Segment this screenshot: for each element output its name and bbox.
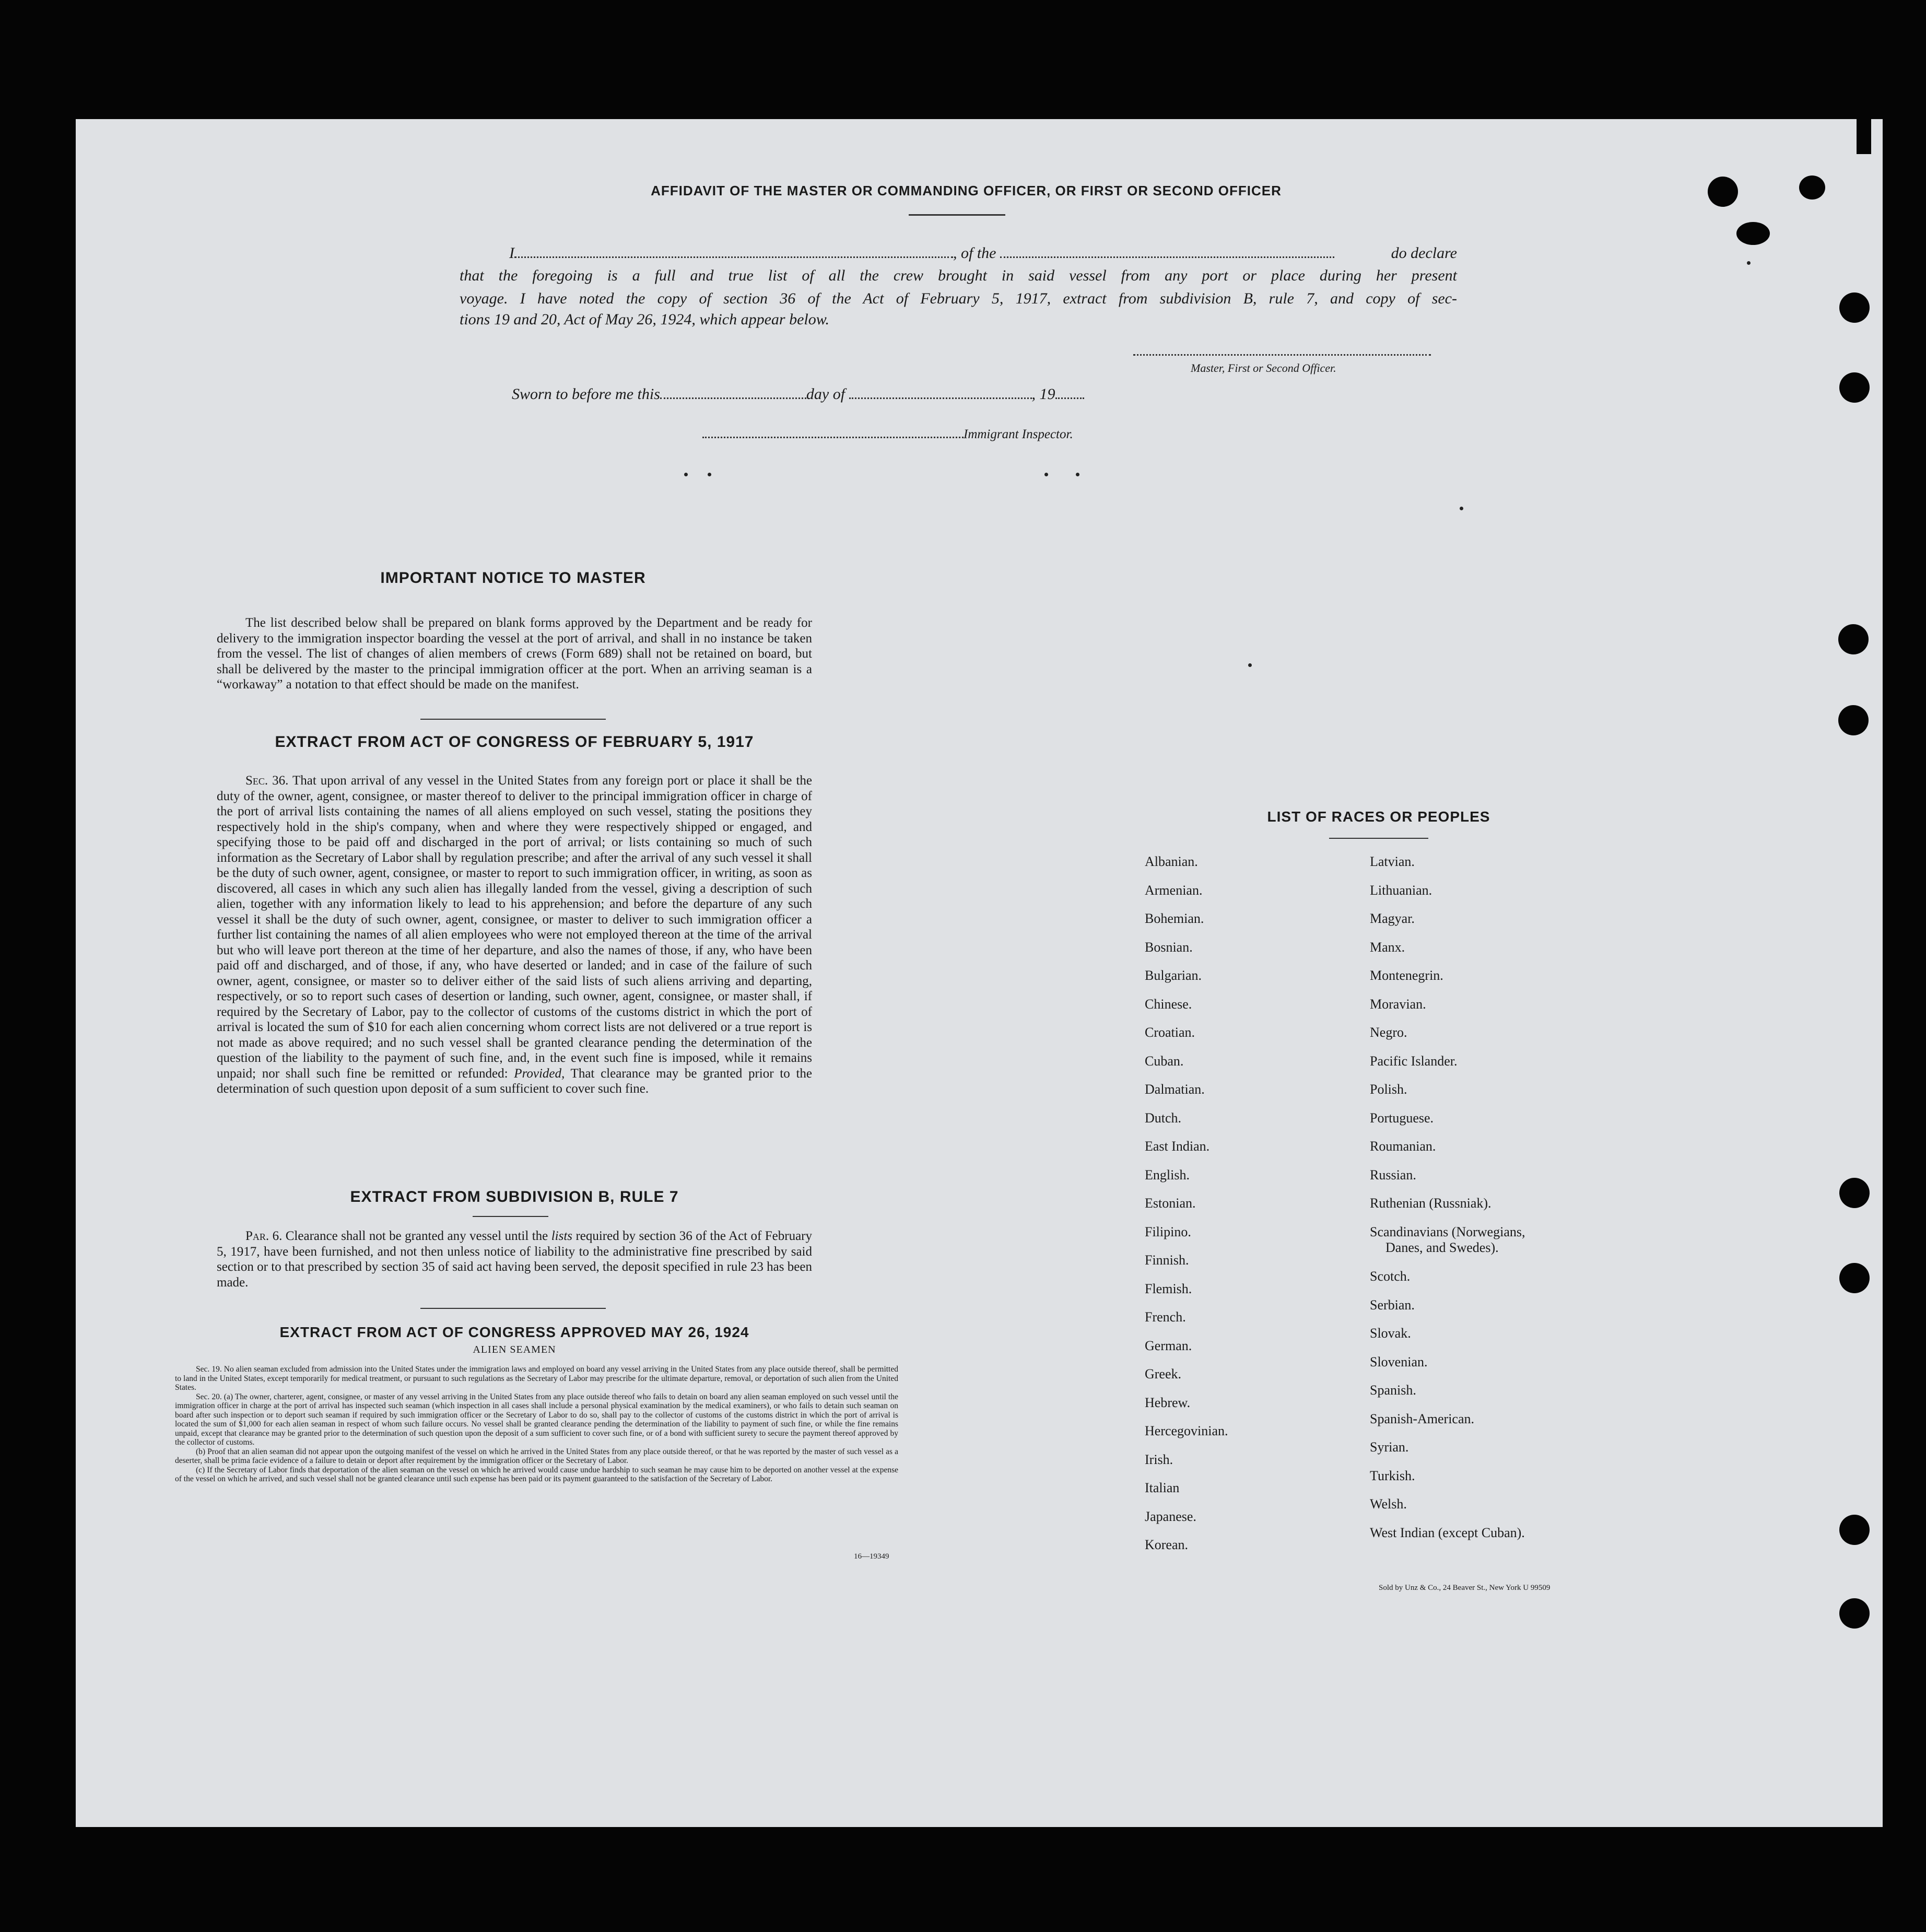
binder-hole xyxy=(1736,222,1770,245)
race-item: Polish. xyxy=(1370,1082,1407,1097)
sworn-day-blank xyxy=(660,385,806,399)
race-item: Scotch. xyxy=(1370,1269,1411,1284)
alien-seamen-subtitle: ALIEN SEAMEN xyxy=(473,1344,556,1355)
sec-20a-text: Sec. 20. (a) The owner, charterer, agent, consignee, or master of any vessel arriving in the United States from any place outside thereof who fails to detain on board any alien seaman employed on such vessel until the immigration officer in charge at the port of arrival has inspected such seaman (which inspection in all cases shall include a personal physical examination by the medical examiners), or who fails to detain such seaman on board after such inspection or to deport such seaman if required by such immigration officer or the Secretary of Labor to do so, shall pay to the collector of customs of the customs district in which the port of arrival is located the sum of $1,000 for each alien seaman in respect of whom such failure occurs. No vessel shall be granted clearance pending the determination of the liability to payment of such fine, or while the fine remains unpaid, except that clearance may be granted prior to the determination of such question upon the deposit of a sum sufficient to cover such fine, or of a bond with sufficient surety to secure the payment thereof approved by the collector of customs. xyxy=(175,1392,898,1447)
affidavit-line4: tions 19 and 20, Act of May 26, 1924, which appear below. xyxy=(460,311,830,328)
race-item: Bohemian. xyxy=(1145,911,1204,926)
race-item: French. xyxy=(1145,1309,1186,1325)
of-the-label: , of the xyxy=(953,244,996,262)
binder-hole xyxy=(1838,624,1869,654)
race-item: Albanian. xyxy=(1145,854,1198,869)
publisher-imprint: Sold by Unz & Co., 24 Beaver St., New York U 99509 xyxy=(1379,1584,1551,1592)
race-item: Montenegrin. xyxy=(1370,968,1443,983)
race-item: Dalmatian. xyxy=(1145,1082,1205,1097)
race-item: Bulgarian. xyxy=(1145,968,1202,983)
race-item: East Indian. xyxy=(1145,1139,1210,1154)
race-item: Dutch. xyxy=(1145,1110,1182,1126)
race-item: Japanese. xyxy=(1145,1508,1196,1524)
extract-1917-title: EXTRACT FROM ACT OF CONGRESS OF FEBRUARY 5, 1917 xyxy=(275,733,754,751)
race-item: Scandinavians (Norwegians, xyxy=(1370,1224,1525,1239)
speck xyxy=(1044,473,1048,476)
race-item: Manx. xyxy=(1370,939,1405,955)
vessel-name-blank xyxy=(1000,244,1334,258)
lists-word: lists xyxy=(551,1229,573,1243)
race-item: Filipino. xyxy=(1145,1224,1191,1239)
declarant-i: I xyxy=(509,244,514,262)
divider xyxy=(1329,838,1428,839)
race-item: Hercegovinian. xyxy=(1145,1423,1228,1438)
speck xyxy=(1460,507,1463,510)
speck xyxy=(684,473,688,476)
binder-hole xyxy=(1839,1263,1870,1293)
race-item: German. xyxy=(1145,1338,1192,1353)
day-of-label: day of xyxy=(806,385,845,403)
sec-20c-text: (c) If the Secretary of Labor finds that deportation of the alien seaman on the vessel on which he arrived would cause undue hardship to such seaman he may cause him to be deported on another vessel at the expense of the vessel on which he arrived, and such vessel shall not be granted clearance until such expense has been paid or its payment guaranteed to the satisfaction of the Secretary of Labor. xyxy=(175,1465,898,1483)
rule7-text-a: Clearance shall not be granted any vessel until the xyxy=(285,1229,548,1243)
race-item: Portuguese. xyxy=(1370,1110,1434,1126)
divider xyxy=(420,719,606,720)
race-item: Greek. xyxy=(1145,1366,1182,1381)
race-item: Magyar. xyxy=(1370,911,1415,926)
race-item: Roumanian. xyxy=(1370,1139,1436,1154)
speck xyxy=(708,473,711,476)
race-item: Flemish. xyxy=(1145,1281,1192,1296)
race-item-continuation: Danes, and Swedes). xyxy=(1385,1239,1499,1255)
race-item: Russian. xyxy=(1370,1167,1416,1182)
race-item: Irish. xyxy=(1145,1451,1173,1467)
race-item: Turkish. xyxy=(1370,1468,1415,1483)
sec-19-text: Sec. 19. No alien seaman excluded from admission into the United States under the immigration laws and employed on board any vessel arriving in the United States from any place outside thereof, shall be permitted to land in the United States, except temporarily for medical treatment, or pursuant to such regulations as the Secretary of Labor may prescribe for the ultimate departure, removal, or deportation of such alien from the United States. xyxy=(175,1365,898,1392)
race-item: Italian xyxy=(1145,1480,1180,1495)
speck xyxy=(1076,473,1079,476)
race-item: Negro. xyxy=(1370,1025,1407,1040)
notice-title: IMPORTANT NOTICE TO MASTER xyxy=(380,569,646,587)
binder-hole xyxy=(1839,1515,1870,1545)
race-item: Finnish. xyxy=(1145,1252,1189,1268)
race-item: Pacific Islander. xyxy=(1370,1053,1458,1069)
sworn-year-blank xyxy=(1055,385,1084,399)
race-item: Moravian. xyxy=(1370,996,1426,1012)
race-item: Welsh. xyxy=(1370,1496,1407,1512)
speck xyxy=(1747,261,1751,265)
binder-hole xyxy=(1839,1178,1870,1208)
do-declare-label: do declare xyxy=(1391,244,1457,262)
binder-hole xyxy=(1838,705,1869,735)
speck xyxy=(1248,663,1252,667)
races-title: LIST OF RACES OR PEOPLES xyxy=(1267,809,1490,825)
year-label: , 19 xyxy=(1031,385,1055,403)
extract-1924-text xyxy=(175,1365,898,1484)
race-item: Hebrew. xyxy=(1145,1395,1191,1410)
extract-1917-text xyxy=(217,773,812,1097)
rule7-title: EXTRACT FROM SUBDIVISION B, RULE 7 xyxy=(350,1188,679,1205)
race-item: Slovenian. xyxy=(1370,1354,1428,1369)
sec-36-body: That upon arrival of any vessel in the United States from any foreign port or place it shall be the duty of the owner, agent, consignee, or master thereof to deliver to the principal immigration officer in charge of the port of arrival lists containing the names of all aliens employed on such vessel, stating the positions they respectively hold in the ship's company, when and where they were respectively shipped or engaged, and specifying those to be paid off and discharged in the port of arrival; or lists containing so much of such information as the Secretary of Labor shall by regulation prescribe; and after the arrival of any such vessel it shall be the duty of such owner, agent, consignee, or master to report to such immigration officer, in writing, as soon as discovered, all cases in which any such alien has illegally landed from the vessel, giving a description of such alien, together with any information likely to lead to his apprehension; and before the departure of any such vessel it shall be the duty of such owner, agent, consignee, or master to deliver to such immigration officer a further list containing the names of all alien employees who were not employed thereon at the time of the arrival but who will leave port thereon at the time of her departure, and also the names of those, if any, who have been paid off and discharged, and of those, if any, who have deserted or landed; and in case of the failure of such owner, agent, consignee, or master so to deliver either of the said lists of such aliens arriving and departing, respectively, or so to report such cases of desertion or landing, such owner, agent, consignee, or master shall, if required by the Secretary of Labor, pay to the collector of customs of the customs district in which the port of arrival is located the sum of $10 for each alien concerning whom correct lists are not delivered or a true report is not made as above required; and no such vessel shall be granted clearance pending the determination of the question of the liability to the payment of such fine, and, in the event such fine is imposed, while it remains unpaid; nor shall such fine be remitted or refunded: xyxy=(217,774,812,1081)
master-label: Master, First or Second Officer. xyxy=(1191,361,1336,374)
extract-1924-title: EXTRACT FROM ACT OF CONGRESS APPROVED MAY 26, 1924 xyxy=(279,1324,749,1340)
declarant-name-blank xyxy=(514,244,953,258)
race-item: Syrian. xyxy=(1370,1439,1409,1455)
sec-36-end: That clearance may be granted prior to the determination of such question upon deposit of a sum sufficient to cover such fine. xyxy=(217,1066,812,1096)
race-item: Latvian. xyxy=(1370,854,1415,869)
affidavit-line3: voyage. I have noted the copy of section 36 of the Act of February 5, 1917, extract from subdivision B, rule 7, and copy of sec- xyxy=(460,290,1457,307)
sworn-month-blank xyxy=(849,385,1032,399)
binder-hole xyxy=(1708,177,1738,207)
race-item: Spanish. xyxy=(1370,1383,1416,1398)
rule7-text-b: required by section 36 of the Act of February 5, 1917, have been furnished, and not then unless notice of liability to the administrative fine prescribed by said section or to that prescribed by section 35 of said act having been served, the deposit specified in rule 23 has been made. xyxy=(217,1229,813,1290)
affidavit-title: AFFIDAVIT OF THE MASTER OR COMMANDING OFFICER, OR FIRST OR SECOND OFFICER xyxy=(651,183,1282,198)
sworn-prefix: Sworn to before me this xyxy=(512,385,660,403)
race-item: Cuban. xyxy=(1145,1053,1184,1069)
master-signature-line xyxy=(1133,354,1431,356)
sec-20b-text: (b) Proof that an alien seaman did not appear upon the outgoing manifest of the vessel on which he arrived in the United States from any place outside thereof, or that he was reported by the master of such vessel as a deserter, shall be prima facie evidence of a failure to detain or deport after requirement by the immigration officer or the Secretary of Labor. xyxy=(175,1447,898,1465)
inspector-label: Immigrant Inspector. xyxy=(964,427,1073,441)
race-item: West Indian (except Cuban). xyxy=(1370,1525,1525,1540)
provided-word: Provided, xyxy=(514,1066,565,1081)
title-underline xyxy=(909,214,1005,216)
sworn-line xyxy=(512,384,1084,405)
race-item: Serbian. xyxy=(1370,1297,1415,1313)
race-item: Croatian. xyxy=(1145,1025,1195,1040)
par-6-label: Par. 6. xyxy=(245,1229,283,1243)
page-notch xyxy=(1857,118,1871,154)
binder-hole xyxy=(1839,292,1870,323)
inspector-line xyxy=(702,424,1073,445)
binder-hole xyxy=(1839,1598,1870,1629)
binder-hole xyxy=(1839,372,1870,403)
race-item: Slovak. xyxy=(1370,1326,1411,1341)
form-number: 16—19349 xyxy=(854,1552,889,1561)
affidavit-line2: that the foregoing is a full and true list of all the crew brought in said vessel from any port or place during her present xyxy=(460,267,1457,284)
race-item: Armenian. xyxy=(1145,882,1203,898)
race-item: Spanish-American. xyxy=(1370,1411,1475,1426)
affidavit-line1 xyxy=(509,243,1457,264)
race-item: Korean. xyxy=(1145,1537,1189,1552)
race-item: Estonian. xyxy=(1145,1196,1196,1211)
divider xyxy=(473,1216,548,1217)
inspector-signature-blank xyxy=(702,424,964,438)
race-item: English. xyxy=(1145,1167,1190,1182)
race-item: Bosnian. xyxy=(1145,939,1193,955)
binder-hole xyxy=(1799,175,1825,200)
race-item: Ruthenian (Russniak). xyxy=(1370,1196,1492,1211)
rule7-text xyxy=(217,1228,812,1290)
sec-36-label: Sec. 36. xyxy=(245,774,289,788)
notice-text: The list described below shall be prepared on blank forms approved by the Department and be ready for delivery to the immigration inspector boarding the vessel at the port of arrival, and shall in no instance be taken from the vessel. The list of changes of alien members of crews (Form 689) shall not be retained on board, but shall be delivered by the master to the principal immigration officer at the port. When an arriving seaman is a “workaway” a notation to that effect should be made on the manifest. xyxy=(217,616,812,692)
race-item: Chinese. xyxy=(1145,996,1192,1012)
divider xyxy=(420,1308,606,1309)
race-item: Lithuanian. xyxy=(1370,882,1432,898)
